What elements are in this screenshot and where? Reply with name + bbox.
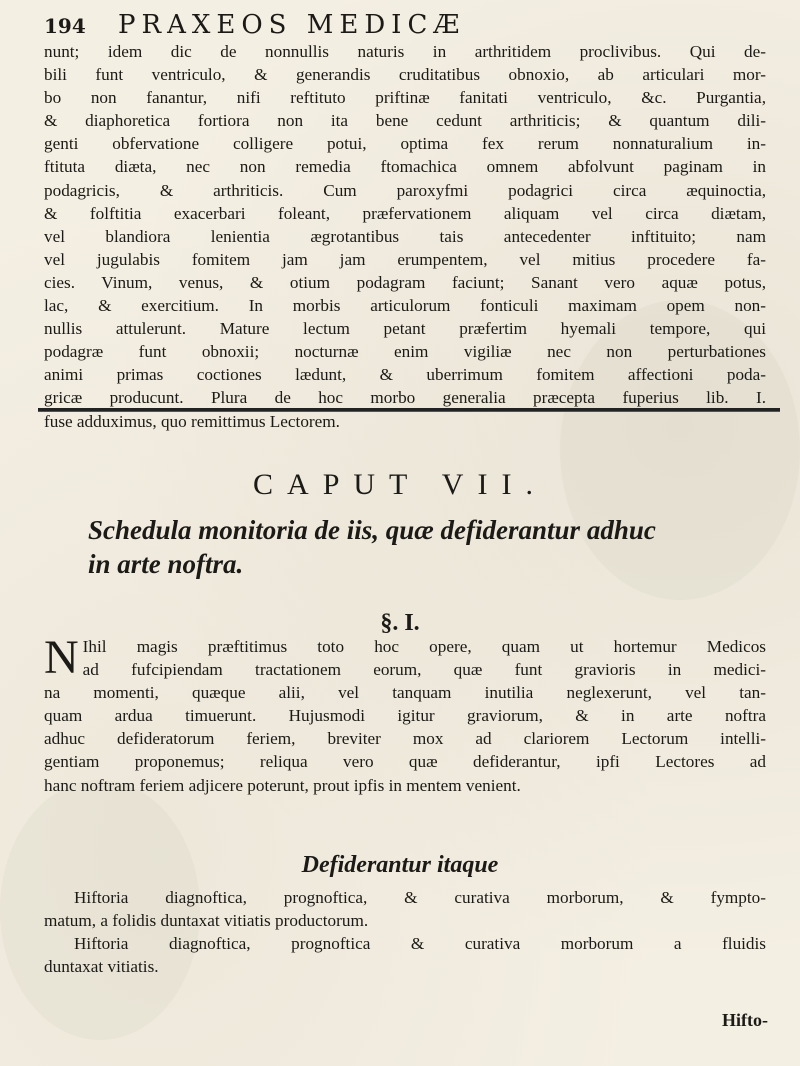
top-paragraph	[44, 40, 766, 433]
text-line: & diaphoretica fortiora non ita bene cedunt arthriticis; & quantum dili-	[44, 111, 766, 131]
text-line: bo non fanantur, nifi reftituto priftinæ fanitati ventriculo, &c. Purgantia,	[44, 88, 766, 108]
text-line: bili funt ventriculo, & generandis cruditatibus obnoxio, ab articulari mor-	[44, 65, 766, 85]
chapter-heading: CAPUT VII.	[253, 468, 547, 501]
subheading: Defiderantur itaque	[301, 852, 499, 878]
text-line: lac, & exercitium. In morbis articulorum fonticuli maximam opem non-	[44, 296, 766, 316]
chapter-title	[88, 513, 770, 581]
text-line: Ihil magis præftitimus toto hoc opere, quam ut hortemur Medicos	[82, 637, 766, 656]
text-line: vel jugulabis fomitem jam jam erumpentem, vel mitius procedere fa-	[44, 249, 766, 269]
text-line: genti obfervatione colligere potui, optima fex rerum nonnaturalium in-	[44, 134, 766, 154]
text-line: podagricis, & arthriticis. Cum paroxyfmi podagrici circa æquinoctia,	[44, 180, 766, 200]
text-line: & folftitia exacerbari foleant, præfervationem aliquam vel circa diætam,	[44, 203, 766, 223]
text-line: animi primas coctiones lædunt, & uberrimum fomitem affectioni poda-	[44, 365, 766, 385]
text-line: adhuc defideratorum feriem, breviter mox ad clariorem Lectorum intelli-	[44, 729, 766, 749]
section-mark: §. I.	[380, 610, 420, 636]
header-title: PRAXEOS MEDICÆ	[118, 10, 466, 40]
chapter-title-line: in arte noftra.	[88, 549, 244, 579]
text-line: vel blandiora lenientia ægrotantibus tais antecedenter inftituito; nam	[44, 226, 766, 246]
text-line: nunt; idem dic de nonnullis naturis in arthritidem proclivibus. Qui de-	[44, 42, 766, 61]
text-line: cies. Vinum, venus, & otium podagram faciunt; Sanant vero aquæ potus,	[44, 272, 766, 292]
text-line: podagræ funt obnoxii; nocturnæ enim vigiliæ nec non perturbationes	[44, 342, 766, 362]
catchword: Hifto-	[722, 1010, 768, 1030]
text-line: ad fufcipiendam tractationem eorum, quæ funt gravioris in medici-	[82, 660, 766, 680]
list-line: matum, a folidis duntaxat vitiatis productorum.	[44, 911, 369, 931]
list-line: Hiftoria diagnoftica, prognoftica, & curativa morborum, & fympto-	[74, 888, 766, 907]
text-line: fuse adduximus, quo remittimus Lectorem.	[44, 411, 340, 431]
text-line: gentiam proponemus; reliqua vero quæ defiderantur, ipfi Lectores ad	[44, 752, 766, 772]
list-line: Hiftoria diagnoftica, prognoftica & curativa morborum a fluidis	[74, 934, 766, 954]
text-line: gricæ producunt. Plura de hoc morbo generalia præcepta fuperius lib. I.	[44, 388, 766, 408]
drop-capital: N	[44, 631, 79, 684]
desiderata-list	[44, 886, 766, 978]
text-line: ftituta diæta, nec non remedia ftomachica omnem abfolvunt paginam in	[44, 157, 766, 177]
chapter-rule	[38, 408, 780, 411]
text-line: nullis attulerunt. Mature lectum petant præfertim hyemali tempore, qui	[44, 319, 766, 339]
text-line: quam ardua timuerunt. Hujusmodi igitur graviorum, & in arte noftra	[44, 706, 766, 726]
list-line: duntaxat vitiatis.	[44, 957, 159, 977]
chapter-title-line: Schedula monitoria de iis, quæ defiderantur adhuc	[88, 515, 656, 545]
section-paragraph	[44, 631, 766, 797]
text-line: hanc noftram feriem adjicere poterunt, prout ipfis in mentem venient.	[44, 775, 521, 795]
running-head	[44, 10, 760, 40]
page-number: 194	[44, 14, 86, 38]
text-line: na momenti, quæque alii, vel tanquam inutilia neglexerunt, vel tan-	[44, 683, 766, 703]
